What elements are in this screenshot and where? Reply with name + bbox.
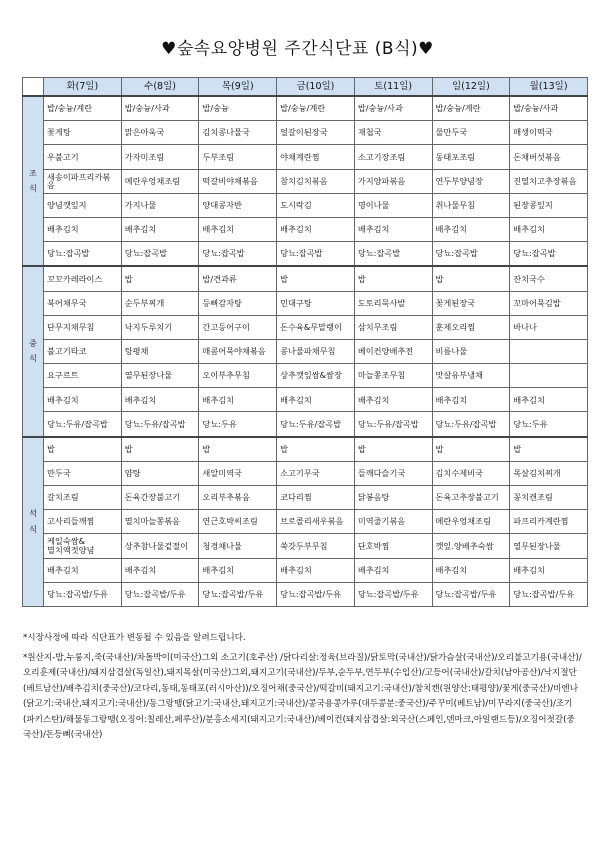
menu-cell: 당뇨:두유 [199,412,277,437]
menu-cell: 진열치고추장볶음 [510,169,588,193]
weekly-menu-table [22,77,588,607]
menu-cell: 밥 [354,266,432,291]
menu-row [23,121,588,145]
menu-cell: 얼갈이된장국 [277,121,355,145]
menu-cell: 배추김치 [199,388,277,412]
menu-row [23,534,588,558]
menu-row [23,96,588,121]
menu-cell: 연근호박씨조림 [199,510,277,534]
menu-cell: 밥 [121,437,199,462]
menu-cell: 배추김치 [432,217,510,241]
menu-cell: 배추김치 [354,558,432,582]
menu-cell: 배추김치 [277,558,355,582]
menu-cell: 등뼈감자탕 [199,291,277,315]
menu-row [23,193,588,217]
menu-cell: 배추김치 [510,217,588,241]
menu-cell: 멸치마늘쫑볶음 [121,510,199,534]
menu-cell: 밥 [432,266,510,291]
menu-cell: 매콤어묵야채볶음 [199,339,277,363]
menu-cell: 베이컨양배추전 [354,339,432,363]
menu-cell: 밥/숭늉/사과 [354,96,432,121]
menu-cell [510,364,588,388]
menu-cell: 돈육고추장불고기 [432,486,510,510]
menu-cell: 도시락김 [277,193,355,217]
menu-row [23,582,588,606]
menu-row [23,145,588,169]
menu-cell: 당뇨:잡곡밥/두유 [277,582,355,606]
menu-cell: 야채계란찜 [277,145,355,169]
menu-cell: 민대구탕 [277,291,355,315]
menu-cell: 콩나물파채무침 [277,339,355,363]
menu-cell: 꼬꼬카레라이스 [44,266,122,291]
menu-cell: 취나물무침 [432,193,510,217]
menu-cell: 양대콩자반 [199,193,277,217]
menu-cell: 소고기무국 [277,461,355,485]
menu-cell: 배추김치 [121,217,199,241]
menu-cell: 밥/숭늉/계란 [432,96,510,121]
menu-cell: 두부조림 [199,145,277,169]
menu-row [23,388,588,412]
menu-cell: 요구르트 [44,364,122,388]
menu-cell: 들깨다슬기국 [354,461,432,485]
menu-cell: 소고기장조림 [354,145,432,169]
page-title: ♥숲속요양병원 주간식단표 (B식)♥ [161,39,434,59]
menu-cell: 당뇨:잡곡밥 [199,242,277,267]
menu-cell: 당뇨:잡곡밥 [44,242,122,267]
menu-row [23,339,588,363]
menu-cell: 떡갈비야채볶음 [199,169,277,193]
menu-cell: 맑은아욱국 [121,121,199,145]
meal-label [23,266,44,436]
menu-cell: 참치김치볶음 [277,169,355,193]
menu-row [23,510,588,534]
menu-cell: 가지양파볶음 [354,169,432,193]
menu-cell: 당뇨:잡곡밥 [432,242,510,267]
menu-cell: 간고등어구이 [199,315,277,339]
menu-cell: 상추깻잎쌈&쌈장 [277,364,355,388]
meal-label-char: 식 [29,523,37,534]
menu-cell: 당뇨:두유/잡곡밥 [354,412,432,437]
menu-cell: 메란우엉채조림 [121,169,199,193]
menu-cell: 당뇨:잡곡밥/두유 [121,582,199,606]
meal-label-char: 식 [29,183,37,194]
menu-row [23,242,588,267]
menu-cell: 당뇨:잡곡밥 [121,242,199,267]
menu-cell: 낙지두루치기 [121,315,199,339]
menu-cell: 돈육간장불고기 [121,486,199,510]
menu-cell: 배추김치 [510,388,588,412]
day-header: 화(7일) [44,78,122,97]
menu-cell: 밥/숭늉/사과 [510,96,588,121]
menu-cell: 미역줄기볶음 [354,510,432,534]
menu-cell: 밥 [510,437,588,462]
menu-cell: 동태포조림 [432,145,510,169]
menu-cell: 코다리찜 [277,486,355,510]
menu-cell: 오리부추볶음 [199,486,277,510]
menu-cell: 돈채버섯볶음 [510,145,588,169]
menu-cell: 당뇨:잡곡밥 [510,242,588,267]
menu-cell: 명이나물 [354,193,432,217]
menu-cell: 배추김치 [121,558,199,582]
menu-cell: 우불고기 [44,145,122,169]
menu-cell: 쑥갓두부무침 [277,534,355,558]
day-header: 토(11일) [354,78,432,97]
menu-cell: 열무된장나물 [121,364,199,388]
menu-row [23,291,588,315]
menu-cell: 당뇨:두유/잡곡밥 [432,412,510,437]
menu-cell: 밥 [432,437,510,462]
meal-label-char: 석 [29,508,37,519]
menu-cell: 김치수제비국 [432,461,510,485]
menu-cell: 새알미역국 [199,461,277,485]
menu-cell: 맛살유부냉채 [432,364,510,388]
menu-cell: 매생이떡국 [510,121,588,145]
menu-cell: 꽁치캔조림 [510,486,588,510]
day-header: 금(10일) [277,78,355,97]
menu-cell: 배추김치 [432,388,510,412]
menu-row [23,315,588,339]
menu-cell: 밥/숭늉 [199,96,277,121]
menu-cell: 당뇨:잡곡밥/두유 [510,582,588,606]
meal-label-char: 중 [29,337,37,348]
menu-cell: 고사리들깨찜 [44,510,122,534]
menu-row [23,266,588,291]
menu-cell: 배추김치 [354,217,432,241]
menu-row [23,412,588,437]
menu-cell: 배추김치 [199,558,277,582]
menu-cell: 상추참나물겉절이 [121,534,199,558]
menu-cell: 당뇨:잡곡밥 [277,242,355,267]
menu-cell: 꽃게탕 [44,121,122,145]
menu-cell: 만두국 [44,461,122,485]
menu-cell: 새송이파프리카볶음 [44,169,122,193]
menu-cell: 케일숙쌈&멸치액젓양념 [44,534,122,558]
menu-cell: 밥 [277,437,355,462]
menu-cell: 가지나물 [121,193,199,217]
menu-cell: 배추김치 [44,217,122,241]
menu-row [23,169,588,193]
menu-cell: 밥 [44,437,122,462]
menu-cell: 당뇨:잡곡밥/두유 [199,582,277,606]
change-notice: *시장사정에 따라 식단표가 변동될 수 있음을 알려드립니다. [23,633,246,643]
menu-cell: 메란우엉채조림 [432,510,510,534]
menu-cell: 당뇨:두유/잡곡밥 [121,412,199,437]
menu-cell: 배추김치 [277,388,355,412]
menu-cell: 당뇨:두유/잡곡밥 [277,412,355,437]
menu-cell: 단무지채무침 [44,315,122,339]
menu-cell: 가자미조림 [121,145,199,169]
day-header: 수(8일) [121,78,199,97]
menu-row [23,461,588,485]
meal-label [23,96,44,266]
menu-cell: 당뇨:잡곡밥/두유 [432,582,510,606]
menu-cell: 배추김치 [510,558,588,582]
menu-cell: 깻잎.양배추숙쌈 [432,534,510,558]
menu-cell: 브로콜리새우볶음 [277,510,355,534]
meal-label [23,437,44,607]
menu-cell: 배추김치 [44,388,122,412]
menu-cell: 배추김치 [121,388,199,412]
menu-cell: 청경채나물 [199,534,277,558]
menu-cell: 돈수육&무말랭이 [277,315,355,339]
menu-row [23,558,588,582]
menu-cell: 잔치국수 [510,266,588,291]
menu-row [23,486,588,510]
meal-label-char: 식 [29,353,37,364]
menu-cell: 배추김치 [199,217,277,241]
day-header: 일(12일) [432,78,510,97]
menu-cell: 밥/숭늉/사과 [121,96,199,121]
menu-cell: 단호박찜 [354,534,432,558]
meal-label-char: 조 [29,167,37,178]
menu-cell: 밥 [354,437,432,462]
menu-cell: 마늘쫑조무침 [354,364,432,388]
menu-cell: 삼치무조림 [354,315,432,339]
menu-cell: 밥 [121,266,199,291]
notes-section [23,631,583,748]
menu-row [23,437,588,462]
menu-cell: 얌탕 [121,461,199,485]
origin-notice: *원산지-밥,누룽지,죽(국내산)/차돌박이(미국산)그외 소고기(호주산) /닭다리살:정육(브라질)/닭토막(국내산)/닭가슴살(국내산)/오리불고기용(국내산)/오리훈제(국내산)/돼지삼겹살(독일산),돼지목살(미국산)그외,돼지고기(국내산)/두부,순두부,연두부(수입산)/고등어(국내산)/갈치(남아공산)/낙지절단(베트남산)/배추김치(중국산)/코다리,동태,동태포(러시아산))/오징어채(중국산)/떡갈비(돼지고기:국내산)/참치캔(원양산:태평양)/꽃게(중국산)/비엔나(닭고기:국내산,돼지고기:국내산)/동그랑땡(닭고기:국내산,돼지고기:국내산)/콩국용콩가루(대두콩분:중국산)/주꾸미(베트남)/미꾸라지(중국산)/조기(파키스탄)/해물동그랑땡(오징어:칠레산,페루산)/분홍소세지(돼지고기:국내산)/베이컨(돼지삼겹살:외국산(스페인,덴마크,아일랜드등)/오징어젓갈(중국산)/돈등뼈(국내산) [23,652,582,740]
menu-cell: 도토리묵사발 [354,291,432,315]
menu-cell: 꽃게된장국 [432,291,510,315]
menu-cell: 밥 [199,437,277,462]
menu-cell: 순두부찌개 [121,291,199,315]
menu-cell: 훈제오리찜 [432,315,510,339]
corner-cell [23,78,44,97]
menu-cell [510,339,588,363]
menu-cell: 목살김치찌개 [510,461,588,485]
menu-cell: 꼬마어묵김밥 [510,291,588,315]
menu-cell: 배추김치 [277,217,355,241]
menu-cell: 당뇨:잡곡밥/두유 [354,582,432,606]
menu-cell: 연두부양념장 [432,169,510,193]
day-header-row [23,78,588,97]
day-header: 월(13일) [510,78,588,97]
menu-cell: 밥/견과류 [199,266,277,291]
menu-cell: 밥/숭늉/계란 [44,96,122,121]
menu-cell: 갈치조림 [44,486,122,510]
menu-cell: 불고기타코 [44,339,122,363]
menu-row [23,217,588,241]
menu-cell: 당뇨:잡곡밥 [354,242,432,267]
menu-cell: 당뇨:두유/잡곡밥 [44,412,122,437]
menu-cell: 밥/숭늉/계란 [277,96,355,121]
menu-cell: 물만두국 [432,121,510,145]
menu-cell: 바나나 [510,315,588,339]
menu-row [23,364,588,388]
menu-cell: 탕평채 [121,339,199,363]
menu-cell: 오이부추무침 [199,364,277,388]
menu-cell: 북어채무국 [44,291,122,315]
menu-cell: 열무된장나물 [510,534,588,558]
menu-cell: 김치콩나물국 [199,121,277,145]
menu-cell: 배추김치 [354,388,432,412]
menu-cell: 양념깻잎지 [44,193,122,217]
menu-cell: 당뇨:두유 [510,412,588,437]
menu-cell: 당뇨:잡곡밥/두유 [44,582,122,606]
menu-cell: 닭봉음탕 [354,486,432,510]
day-header: 목(9일) [199,78,277,97]
menu-cell: 배추김치 [44,558,122,582]
menu-cell: 재첩국 [354,121,432,145]
menu-cell: 비름나물 [432,339,510,363]
menu-cell: 파프리카계란찜 [510,510,588,534]
menu-cell: 배추김치 [432,558,510,582]
menu-cell: 밥 [277,266,355,291]
menu-cell: 된장콩잎지 [510,193,588,217]
